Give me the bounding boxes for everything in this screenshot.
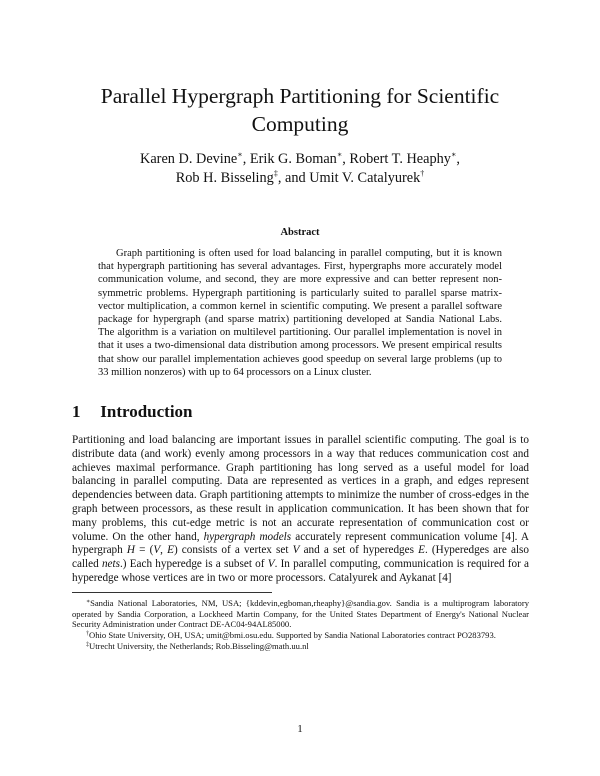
footnote (72, 641, 529, 652)
text-run: consists of a vertex set (177, 544, 293, 557)
math-operator: ) (173, 544, 178, 557)
affiliation-mark: ‡ (273, 169, 278, 178)
math-symbol: H (126, 544, 135, 557)
text-run: and a set of hyperedges (299, 544, 419, 557)
emphasis: nets (101, 558, 120, 571)
footnote-text: Ohio State University, OH, USA; umit@bmi.osu.edu. Supported by Sandia National Laboratories contract PO283793. (89, 630, 496, 641)
text-run: . In parallel computing, communication is required for a hyperedge whose vertices are in two or more processors. Catalyurek and Aykanat [4] (72, 558, 529, 584)
math-symbol: E (167, 544, 174, 557)
author-name: Karen D. Devine (140, 151, 238, 167)
affiliation-mark: ∗ (237, 150, 243, 159)
text-run: accurately represent communication volume [4]. A hypergraph (72, 530, 529, 557)
abstract-heading: Abstract (280, 227, 320, 238)
intro-paragraph (72, 434, 529, 586)
affiliation-mark: ∗ (450, 150, 457, 159)
footnote-mark: ∗ (86, 599, 91, 605)
abstract-text: Graph partitioning is often used for load balancing in parallel computing, but it is known that hypergraph partitioning has several advantages. First, hypergraphs more accurately model communication volume, and second, they are more expressive and can better represent non-symmetric problems. Hypergraph partitioning is particularly suited to parallel sparse matrix-vector multiplication, a common kernel in scientific computing. We present a parallel software package for hypergraph (and sparse matrix) partitioning developed at Sandia National Labs. The algorithm is a variation on multilevel partitioning. Our parallel implementation is novel in that it uses a two-dimensional data distribution among processors. We present empirical results that show our parallel implementation achieves good speedup on several large problems (up to 33 million nonzeros) with up to 64 processors on a Linux cluster. (98, 248, 502, 378)
emphasis: hypergraph models (203, 530, 292, 543)
author-separator: , (456, 151, 460, 167)
footnote-mark: ‡ (86, 641, 89, 648)
math-symbol: E (418, 544, 425, 557)
text-run: Partitioning and load balancing are important issues in parallel scientific computing. The goal is to distribute data (and work) evenly among processors in a way that reduces communication cost and achieves maximal performance. Graph partitioning has long served as a useful model for load balancing in parallel computing. Data are represented as vertices in a graph, and edges represent dependencies between data. Graph partitioning attempts to minimize the number of cross-edges in the graph between processors, as these result in application communication. It has been shown that for many problems, this cut-edge metric is not an accurate representation of communication cost or volume. On the other hand, (72, 434, 529, 543)
affiliation-mark: † (420, 169, 425, 178)
footnotes (72, 598, 529, 652)
author-line-1 (80, 150, 520, 169)
footnote (72, 598, 529, 630)
math-operator: = ( (134, 544, 154, 557)
affiliation-mark: ∗ (336, 150, 343, 159)
author-list (80, 150, 520, 188)
page-number: 1 (297, 723, 303, 735)
author-name: , Erik G. Boman (242, 151, 337, 167)
text-run: . (Hyperedges are also called (72, 544, 530, 571)
footnote-text: Sandia National Laboratories, NM, USA; {kddevin,egboman,rheaphy}@sandia.gov. Sandia is a multiprogram laboratory operated by Sandia Corporation, a Lockheed Martin Company, for the United States Department of Energy's National Nuclear Security Administration under Contract DE-AC04-94AL85000. (72, 598, 529, 630)
footnote-rule (72, 592, 272, 593)
math-symbol: V (153, 544, 161, 557)
footnote (72, 630, 529, 641)
section-heading (72, 402, 193, 422)
math-symbol: V (292, 544, 300, 557)
author-name: Rob H. Bisseling (175, 170, 274, 186)
author-name: , and Umit V. Catalyurek (277, 170, 421, 186)
math-symbol: V (267, 558, 275, 571)
paper-title: Parallel Hypergraph Partitioning for Scientific Computing (100, 84, 500, 136)
author-line-2 (80, 169, 520, 188)
section-title: Introduction (100, 402, 193, 421)
section-number: 1 (72, 402, 81, 421)
text-run: .) Each hyperedge is a subset of (119, 558, 268, 571)
author-name: , Robert T. Heaphy (342, 151, 451, 167)
footnote-text: Utrecht University, the Netherlands; Rob.Bisseling@math.uu.nl (89, 640, 309, 651)
footnote-mark: † (86, 631, 89, 638)
math-operator: , (160, 544, 168, 557)
